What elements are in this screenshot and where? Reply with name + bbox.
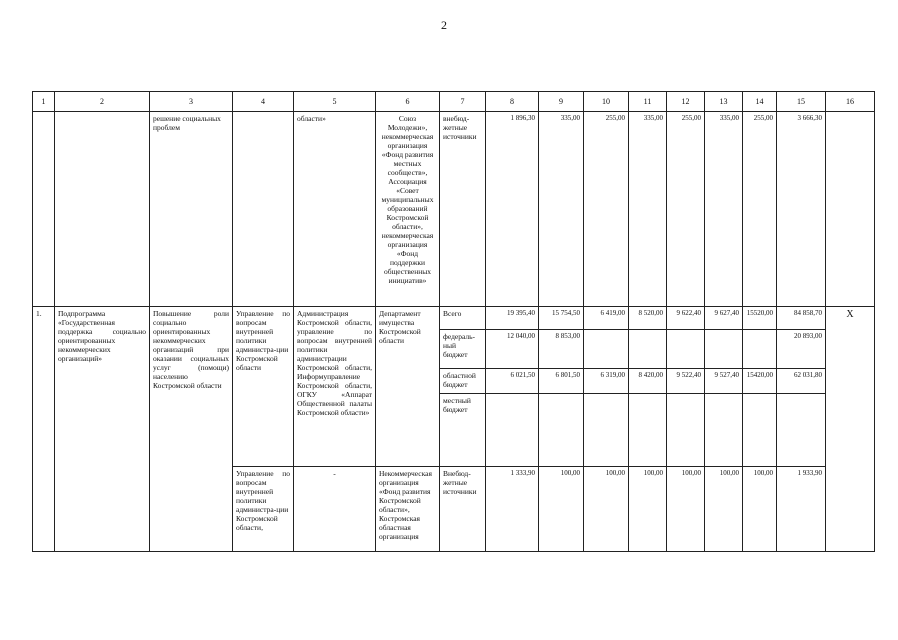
cell-value: 100,00 bbox=[743, 467, 777, 552]
cell-value bbox=[584, 330, 629, 369]
cell-executors: области» bbox=[294, 112, 376, 307]
cell-value: 1 333,90 bbox=[486, 467, 539, 552]
program-table bbox=[32, 91, 875, 552]
cell-source: Всего bbox=[440, 307, 486, 330]
header-cell: 14 bbox=[743, 92, 777, 112]
cell-value bbox=[777, 394, 826, 467]
header-cell: 2 bbox=[55, 92, 150, 112]
header-cell: 15 bbox=[777, 92, 826, 112]
header-cell: 5 bbox=[294, 92, 376, 112]
cell-value: 12 040,00 bbox=[486, 330, 539, 369]
cell-source: местный бюджет bbox=[440, 394, 486, 467]
cell-value: 9 527,40 bbox=[705, 369, 743, 394]
cell-goal: Повышение роли социально ориентированных некоммерческих организаций при оказании социальных услуг (помощи) населению Костромской области bbox=[150, 307, 233, 552]
cell-value bbox=[705, 330, 743, 369]
cell-value: 9 522,40 bbox=[667, 369, 705, 394]
cell-value: 255,00 bbox=[667, 112, 705, 307]
cell-value: 6 021,50 bbox=[486, 369, 539, 394]
cell-value bbox=[584, 394, 629, 467]
cell-source: федераль-ный бюджет bbox=[440, 330, 486, 369]
cell-value bbox=[705, 394, 743, 467]
cell-value: 8 853,00 bbox=[539, 330, 584, 369]
header-row bbox=[33, 92, 875, 112]
cell-value: 9 627,40 bbox=[705, 307, 743, 330]
cell-coordinator: Управление по вопросам внутренней политики администра-ции Костромской области bbox=[233, 307, 294, 467]
cell-value bbox=[486, 394, 539, 467]
cell-value: 15420,00 bbox=[743, 369, 777, 394]
table-row bbox=[33, 112, 875, 307]
cell-value: 62 031,80 bbox=[777, 369, 826, 394]
cell-value: 100,00 bbox=[539, 467, 584, 552]
header-cell: 8 bbox=[486, 92, 539, 112]
header-cell: 16 bbox=[826, 92, 875, 112]
cell-number: 1. bbox=[33, 307, 55, 552]
cell-value: 8 520,00 bbox=[629, 307, 667, 330]
cell-value bbox=[539, 394, 584, 467]
cell-value: 15 754,50 bbox=[539, 307, 584, 330]
header-cell: 6 bbox=[376, 92, 440, 112]
page-number: 2 bbox=[441, 18, 447, 32]
cell-participants: Некоммерческая организация «Фонд развития Костромской области», Костромская областная организация bbox=[376, 467, 440, 552]
header-cell: 12 bbox=[667, 92, 705, 112]
cell-empty bbox=[55, 112, 150, 307]
cell-empty bbox=[33, 112, 55, 307]
cell-value: 100,00 bbox=[629, 467, 667, 552]
cell-value bbox=[667, 394, 705, 467]
cell-value bbox=[743, 394, 777, 467]
header-cell: 10 bbox=[584, 92, 629, 112]
cell-value: 6 419,00 bbox=[584, 307, 629, 330]
cell-value: 8 420,00 bbox=[629, 369, 667, 394]
cell-value: 255,00 bbox=[584, 112, 629, 307]
cell-empty bbox=[233, 112, 294, 307]
cell-empty bbox=[826, 112, 875, 307]
cell-participants: Департамент имущества Костромской области bbox=[376, 307, 440, 467]
cell-value: 1 896,30 bbox=[486, 112, 539, 307]
header-cell: 9 bbox=[539, 92, 584, 112]
cell-value: 335,00 bbox=[705, 112, 743, 307]
cell-value: 19 395,40 bbox=[486, 307, 539, 330]
cell-value bbox=[629, 394, 667, 467]
cell-value bbox=[667, 330, 705, 369]
cell-value: 335,00 bbox=[629, 112, 667, 307]
cell-value: 1 933,90 bbox=[777, 467, 826, 552]
header-cell: 11 bbox=[629, 92, 667, 112]
cell-coordinator: Управление по вопросам внутренней политики администра-ции Костромской области, bbox=[233, 467, 294, 552]
cell-value: 20 893,00 bbox=[777, 330, 826, 369]
table-row bbox=[33, 307, 875, 330]
cell-source: Внебюд-жетные источники bbox=[440, 467, 486, 552]
cell-value: 255,00 bbox=[743, 112, 777, 307]
cell-value: 100,00 bbox=[667, 467, 705, 552]
cell-executors: - bbox=[294, 467, 376, 552]
header-cell: 7 bbox=[440, 92, 486, 112]
cell-value bbox=[743, 330, 777, 369]
cell-value: 15520,00 bbox=[743, 307, 777, 330]
cell-source: внебюд-жетные источники bbox=[440, 112, 486, 307]
cell-program: Подпрограмма «Государственная поддержка социально ориентированных некоммерческих организаций» bbox=[55, 307, 150, 552]
cell-value: 6 801,50 bbox=[539, 369, 584, 394]
header-cell: 4 bbox=[233, 92, 294, 112]
cell-executors: Администрация Костромской области, управление по вопросам внутренней политики администрации Костромской области, Информуправление Костромской области, ОГКУ «Аппарат Общественной палаты Костромской области» bbox=[294, 307, 376, 467]
header-cell: 13 bbox=[705, 92, 743, 112]
header-cell: 1 bbox=[33, 92, 55, 112]
cell-value: 100,00 bbox=[584, 467, 629, 552]
cell-value: 335,00 bbox=[539, 112, 584, 307]
cell-goal: решение социальных проблем bbox=[150, 112, 233, 307]
cell-value: 100,00 bbox=[705, 467, 743, 552]
header-cell: 3 bbox=[150, 92, 233, 112]
cell-value: 6 319,00 bbox=[584, 369, 629, 394]
cell-col16: X bbox=[826, 307, 875, 552]
cell-source: областной бюджет bbox=[440, 369, 486, 394]
cell-participants: Союз Молодежи», некоммерческая организация «Фонд развития местных сообществ», Ассоциация «Совет муниципальных образований Костромской области», некоммерческая организация «Фонд поддержки общественных инициатив» bbox=[376, 112, 440, 307]
cell-value bbox=[629, 330, 667, 369]
cell-value: 9 622,40 bbox=[667, 307, 705, 330]
cell-value: 84 858,70 bbox=[777, 307, 826, 330]
cell-value: 3 666,30 bbox=[777, 112, 826, 307]
